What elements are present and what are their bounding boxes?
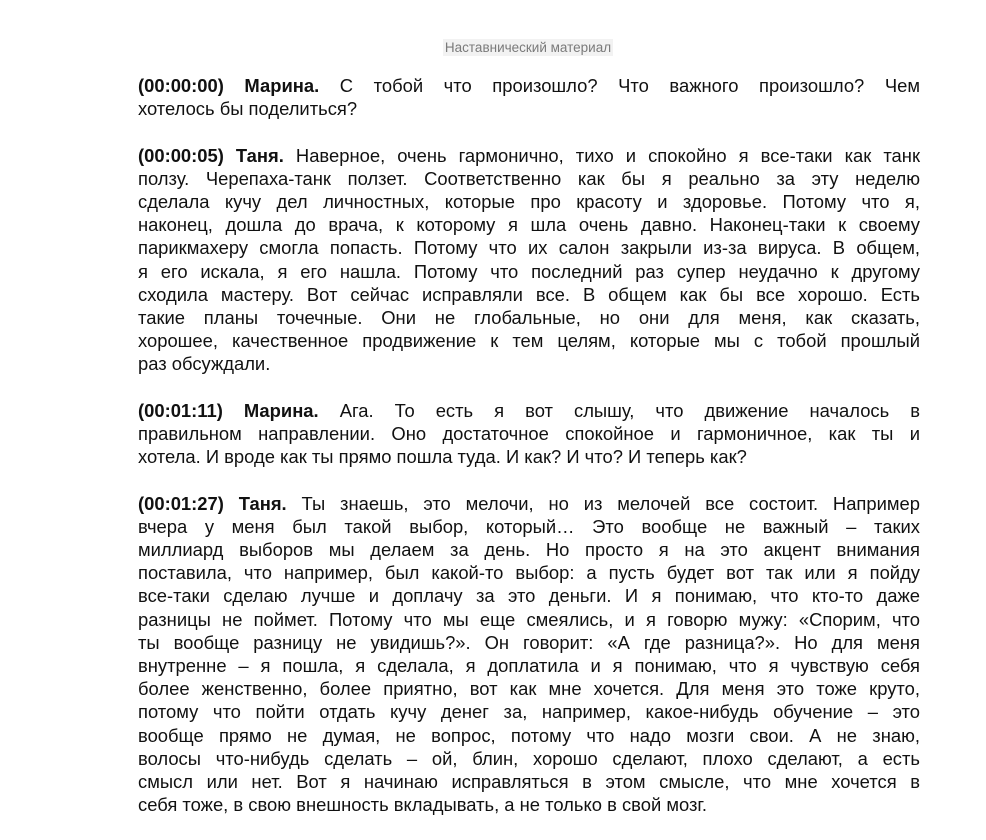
- line-text: Ага. То есть я вот слышу, что движение началось в: [339, 399, 921, 421]
- line-text: хорошее, качественное продвижение к тем целям, которые мы с тобой прошлый: [138, 330, 920, 352]
- speaker-label: (00:00:00) Марина.: [138, 75, 320, 96]
- speaker-label: (00:01:27) Таня.: [138, 492, 287, 514]
- line-text: С тобой что произошло? Что важного произошло? Чем: [339, 75, 920, 96]
- line-text: ты вообще разницу не увидишь?». Он говорит: «А где разница?». Но для меня: [138, 631, 920, 653]
- text-line: [138, 306, 920, 329]
- line-text: я его искала, я его нашла. Потому что последний раз супер неудачно к другому: [138, 260, 920, 282]
- transcript-paragraph: [138, 492, 920, 817]
- line-text: поставила, что например, был какой-то выбор: а пусть будет вот так или я пойду: [138, 562, 920, 584]
- speaker-label: (00:00:05) Таня.: [138, 144, 284, 166]
- line-text: миллиард выборов мы делаем за день. Но просто я на это акцент внимания: [138, 539, 920, 561]
- line-text: такие планы точечные. Они не глобальные, но они для меня, как сказать,: [138, 307, 920, 329]
- text-line: [138, 654, 920, 677]
- header-title: Наставнический материал: [444, 40, 612, 55]
- line-text: вообще прямо не думая, не вопрос, потому что надо мозги свои. А не знаю,: [138, 724, 920, 746]
- text-line: [138, 677, 920, 700]
- text-line: [138, 492, 920, 515]
- line-text: раз обсуждали.: [138, 353, 271, 375]
- text-line: [138, 144, 920, 167]
- text-line: [138, 236, 920, 259]
- line-text: разницы не поймет. Потому что мы еще смеялись, и я говорю мужу: «Спорим, что: [138, 608, 920, 630]
- transcript-paragraph: [138, 399, 920, 469]
- line-text: смысл или нет. Вот я начинаю исправляться в этом смысле, что мне хочется в: [138, 771, 920, 793]
- text-line: [138, 283, 920, 306]
- text-line: [138, 422, 920, 445]
- text-line: [138, 724, 920, 747]
- line-text: ползу. Черепаха-танк ползет. Соответственно как бы я реально за эту неделю: [138, 167, 920, 189]
- text-line: [138, 561, 920, 584]
- line-text: сделала кучу дел личностных, которые про красоту и здоровье. Потому что я,: [138, 191, 920, 212]
- text-line: [138, 608, 920, 631]
- transcript-paragraph: [138, 74, 920, 120]
- line-text: наконец, дошла до врача, к которому я шла очень давно. Наконец-таки к своему: [138, 214, 920, 236]
- text-line: [138, 213, 920, 236]
- line-text: Наверное, очень гармонично, тихо и спокойно я все-таки как танк: [295, 144, 920, 166]
- text-line: [138, 538, 920, 561]
- line-text: правильном направлении. Оно достаточное спокойное и гармоничное, как ты и: [138, 423, 920, 445]
- line-text: потому что пойти отдать кучу денег за, например, какое-нибудь обучение – это: [138, 701, 920, 723]
- line-text: все-таки сделаю лучше и доплачу за это деньги. И я понимаю, что кто-то даже: [138, 585, 920, 607]
- text-line: [138, 631, 920, 654]
- text-line: [138, 260, 920, 283]
- speaker-label: (00:01:11) Марина.: [138, 399, 319, 421]
- text-line: [138, 167, 920, 190]
- line-text: более женственно, более приятно, вот как мне хочется. Для меня это тоже круто,: [138, 678, 920, 700]
- text-line: [138, 770, 920, 793]
- line-text: внутренне – я пошла, я сделала, я доплатила и я понимаю, что я чувствую себя: [138, 655, 920, 677]
- line-text: Ты знаешь, это мелочи, но из мелочей все состоит. Например: [301, 492, 920, 514]
- text-line: [138, 700, 920, 723]
- text-line: [138, 97, 920, 120]
- transcript-body: [138, 74, 920, 840]
- text-line: [138, 445, 920, 468]
- line-text: волосы что-нибудь сделать – ой, блин, хорошо сделают, плохо сделают, а есть: [138, 747, 920, 769]
- text-line: [138, 515, 920, 538]
- text-line: [138, 329, 920, 352]
- line-text: хотелось бы поделиться?: [138, 98, 358, 120]
- text-line: [138, 352, 920, 375]
- line-text: вчера у меня был такой выбор, который… Это вообще не важный – таких: [138, 515, 920, 537]
- page-header: [0, 39, 986, 57]
- line-text: хотела. И вроде как ты прямо пошла туда. И как? И что? И теперь как?: [138, 446, 747, 468]
- transcript-paragraph: [138, 144, 920, 376]
- text-line: [138, 747, 920, 770]
- line-text: себя тоже, в свою внешность вкладывать, а не только в свой мозг.: [138, 794, 708, 816]
- text-line: [138, 793, 920, 816]
- text-line: [138, 190, 920, 213]
- line-text: сходила мастеру. Вот сейчас исправляли все. В общем как бы все хорошо. Есть: [138, 283, 920, 305]
- line-text: парикмахеру смогла попасть. Потому что их салон закрыли из-за вируса. В общем,: [138, 237, 920, 259]
- text-line: [138, 584, 920, 607]
- text-line: [138, 399, 920, 422]
- text-line: [138, 74, 920, 97]
